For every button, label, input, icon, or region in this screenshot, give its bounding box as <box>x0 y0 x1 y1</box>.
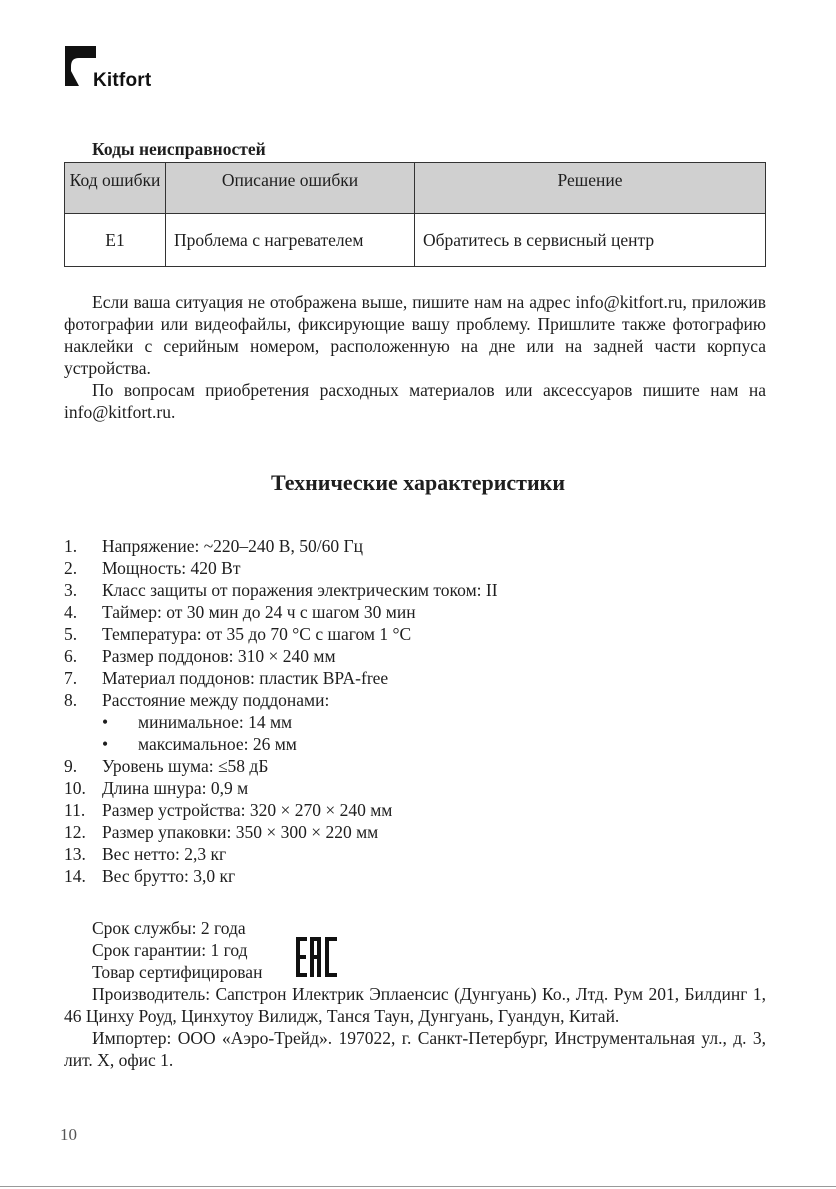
item-number: 8. <box>64 690 78 710</box>
header-solution: Решение <box>415 163 766 214</box>
contact-text <box>64 291 766 423</box>
kitfort-logo <box>63 44 173 94</box>
sub-item-text: максимальное: 26 мм <box>138 734 297 754</box>
service-info <box>92 917 262 983</box>
warranty: Срок гарантии: 1 год <box>92 940 248 960</box>
eac-mark-icon <box>296 937 338 982</box>
list-item <box>64 579 498 601</box>
item-text: Размер упаковки: 350 × 300 × 220 мм <box>102 822 379 842</box>
certified: Товар сертифицирован <box>92 962 263 982</box>
item-number: 1. <box>64 536 78 556</box>
item-text: Мощность: 420 Вт <box>102 558 241 578</box>
list-item <box>64 601 498 623</box>
sub-list-item <box>102 711 498 733</box>
item-number: 3. <box>64 580 78 600</box>
kitfort-logo-icon <box>63 44 97 88</box>
legal-text <box>64 983 766 1071</box>
list-item <box>64 535 498 557</box>
sub-list-item <box>102 733 498 755</box>
list-item <box>64 689 498 755</box>
list-item <box>64 821 498 843</box>
item-text: Вес нетто: 2,3 кг <box>102 844 227 864</box>
header-description: Описание ошибки <box>166 163 415 214</box>
bullet: • <box>102 712 109 732</box>
item-number: 9. <box>64 756 78 776</box>
item-number: 10. <box>64 778 86 798</box>
cell-code: E1 <box>65 214 166 267</box>
item-text: Длина шнура: 0,9 м <box>102 778 249 798</box>
item-text: Размер поддонов: 310 × 240 мм <box>102 646 336 666</box>
list-item <box>64 667 498 689</box>
item-number: 4. <box>64 602 78 622</box>
specs-list <box>64 535 498 887</box>
list-item <box>64 843 498 865</box>
error-codes-title: Коды неисправностей <box>92 139 266 159</box>
table-row <box>65 214 766 267</box>
item-text: Материал поддонов: пластик BPA-free <box>102 668 389 688</box>
list-item <box>64 777 498 799</box>
item-text: Вес брутто: 3,0 кг <box>102 866 236 886</box>
list-item <box>64 865 498 887</box>
logo-text: Kitfort <box>93 70 152 91</box>
item-text: Размер устройства: 320 × 270 × 240 мм <box>102 800 393 820</box>
sub-item-text: минимальное: 14 мм <box>138 712 293 732</box>
page-number: 10 <box>60 1125 77 1144</box>
error-codes-table <box>64 162 766 267</box>
item-number: 13. <box>64 844 86 864</box>
cell-solution: Обратитесь в сервисный центр <box>415 214 766 267</box>
manufacturer: Производитель: Сапстрон Илектрик Эплаенсис (Дунгуань) Ко., Лтд. Рум 201, Билдинг 1, 46 Цинху Роуд, Цинхутоу Вилидж, Танся Таун, Дунгуань, Гуандун, Китай. <box>64 984 766 1026</box>
item-number: 6. <box>64 646 78 666</box>
item-text: Класс защиты от поражения электрическим током: II <box>102 580 498 600</box>
item-number: 12. <box>64 822 86 842</box>
item-text: Напряжение: ~220–240 В, 50/60 Гц <box>102 536 363 556</box>
contact-paragraph-1: Если ваша ситуация не отображена выше, пишите нам на адрес info@kitfort.ru, приложив фотографии или видеофайлы, фиксирующие вашу проблему. Пришлите также фотографию наклейки с серийным номером, расположенную на дне или на задней части корпуса устройства. <box>64 292 766 378</box>
list-item <box>64 645 498 667</box>
contact-paragraph-2: По вопросам приобретения расходных материалов или аксессуаров пишите нам на info@kitfort.ru. <box>64 380 766 422</box>
item-text: Расстояние между поддонами: <box>102 690 330 710</box>
item-text: Температура: от 35 до 70 °C с шагом 1 °C <box>102 624 412 644</box>
bullet: • <box>102 734 109 754</box>
list-item <box>64 799 498 821</box>
list-item <box>64 557 498 579</box>
list-item <box>64 623 498 645</box>
item-number: 11. <box>64 800 86 820</box>
table-header-row <box>65 163 766 214</box>
list-item <box>64 755 498 777</box>
item-number: 7. <box>64 668 78 688</box>
importer: Импортер: ООО «Аэро-Трейд». 197022, г. Санкт-Петербург, Инструментальная ул., д. 3, лит. Х, офис 1. <box>64 1028 766 1070</box>
service-life: Срок службы: 2 года <box>92 918 246 938</box>
page-bottom-rule <box>0 1186 836 1187</box>
specs-title: Технические характеристики <box>270 470 566 495</box>
item-number: 5. <box>64 624 78 644</box>
item-number: 14. <box>64 866 86 886</box>
item-text: Уровень шума: ≤58 дБ <box>102 756 269 776</box>
item-text: Таймер: от 30 мин до 24 ч с шагом 30 мин <box>102 602 416 622</box>
cell-description: Проблема с нагревателем <box>166 214 415 267</box>
item-number: 2. <box>64 558 78 578</box>
sub-list <box>102 711 498 755</box>
header-code: Код ошибки <box>65 163 166 214</box>
